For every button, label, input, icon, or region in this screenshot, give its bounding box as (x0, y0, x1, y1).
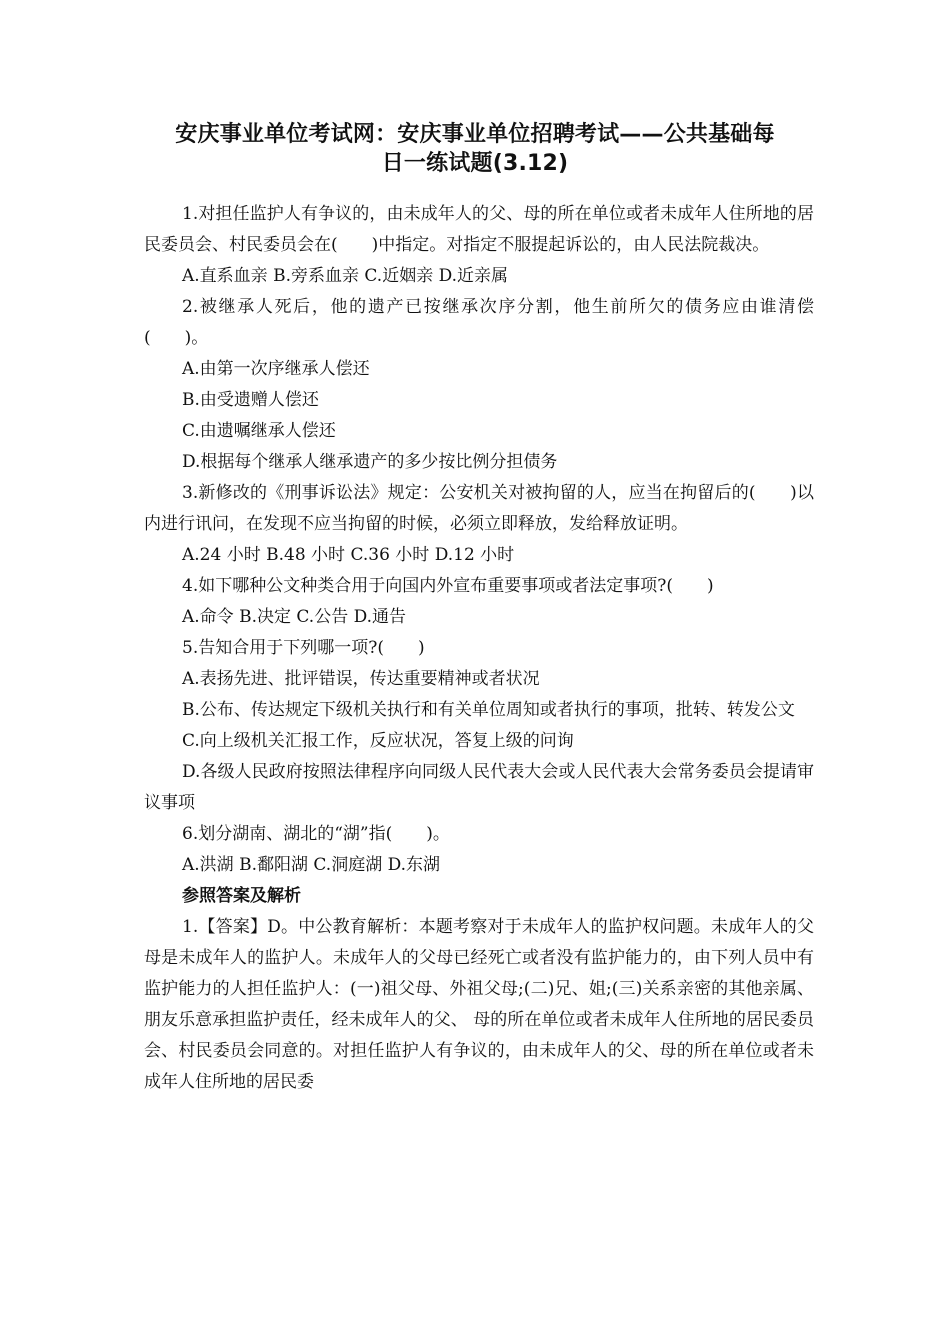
question-1-options: A.直系血亲 B.旁系血亲 C.近姻亲 D.近亲属 (182, 266, 509, 286)
question-5-option-d: D.各级人民政府按照法律程序向同级人民代表大会或人民代表大会常务委员会提请审议事项 (144, 762, 814, 813)
question-5-option-c: C.向上级机关汇报工作，反应状况，答复上级的问询 (182, 731, 574, 751)
answers-heading: 参照答案及解析 (182, 886, 301, 906)
title-line-1: 安庆事业单位考试网：安庆事业单位招聘考试——公共基础每 (175, 122, 775, 147)
document-title (140, 120, 810, 178)
question-6: 6.划分湖南、湖北的“湖”指( )。 (182, 824, 450, 844)
question-4-options: A.命令 B.决定 C.公告 D.通告 (182, 607, 407, 627)
question-6-options: A.洪湖 B.鄱阳湖 C.洞庭湖 D.东湖 (182, 855, 441, 875)
question-2: 2.被继承人死后，他的遗产已按继承次序分割，他生前所欠的债务应由谁清偿( )。 (144, 297, 814, 348)
question-2-option-b: B.由受遗赠人偿还 (182, 390, 319, 410)
question-3: 3.新修改的《刑事诉讼法》规定：公安机关对被拘留的人，应当在拘留后的( )以内进行讯问，在发现不应当拘留的时候，必须立即释放，发给释放证明。 (144, 483, 814, 534)
question-2-option-c: C.由遗嘱继承人偿还 (182, 421, 336, 441)
answer-1: 1.【答案】D。中公教育解析：本题考察对于未成年人的监护权问题。未成年人的父母是未成年人的监护人。未成年人的父母已经死亡或者没有监护能力的，由下列人员中有监护能力的人担任监护人：(一)祖父母、外祖父母;(二)兄、姐;(三)关系亲密的其他亲属、朋友乐意承担监护责任，经未成年人的父、 母的所在单位或者未成年人住所地的居民委员会、村民委员会同意的。对担任监护人有争议的，由未成年人的父、母的所在单位或者未成年人住所地的居民委 (144, 917, 814, 1092)
title-line-2: 日一练试题(3.12) (381, 151, 569, 176)
question-1: 1.对担任监护人有争议的，由未成年人的父、母的所在单位或者未成年人住所地的居民委员会、村民委员会在( )中指定。对指定不服提起诉讼的，由人民法院裁决。 (144, 204, 814, 255)
question-5-option-b: B.公布、传达规定下级机关执行和有关单位周知或者执行的事项，批转、转发公文 (182, 700, 795, 720)
question-2-option-a: A.由第一次序继承人偿还 (182, 359, 370, 379)
question-3-options: A.24 小时 B.48 小时 C.36 小时 D.12 小时 (182, 545, 515, 565)
question-4: 4.如下哪种公文种类合用于向国内外宣布重要事项或者法定事项?( ) (182, 576, 714, 596)
question-2-option-d: D.根据每个继承人继承遗产的多少按比例分担债务 (182, 452, 558, 472)
question-5: 5.告知合用于下列哪一项?( ) (182, 638, 425, 658)
document-body (144, 199, 814, 1098)
question-5-option-a: A.表扬先进、批评错误，传达重要精神或者状况 (182, 669, 540, 689)
